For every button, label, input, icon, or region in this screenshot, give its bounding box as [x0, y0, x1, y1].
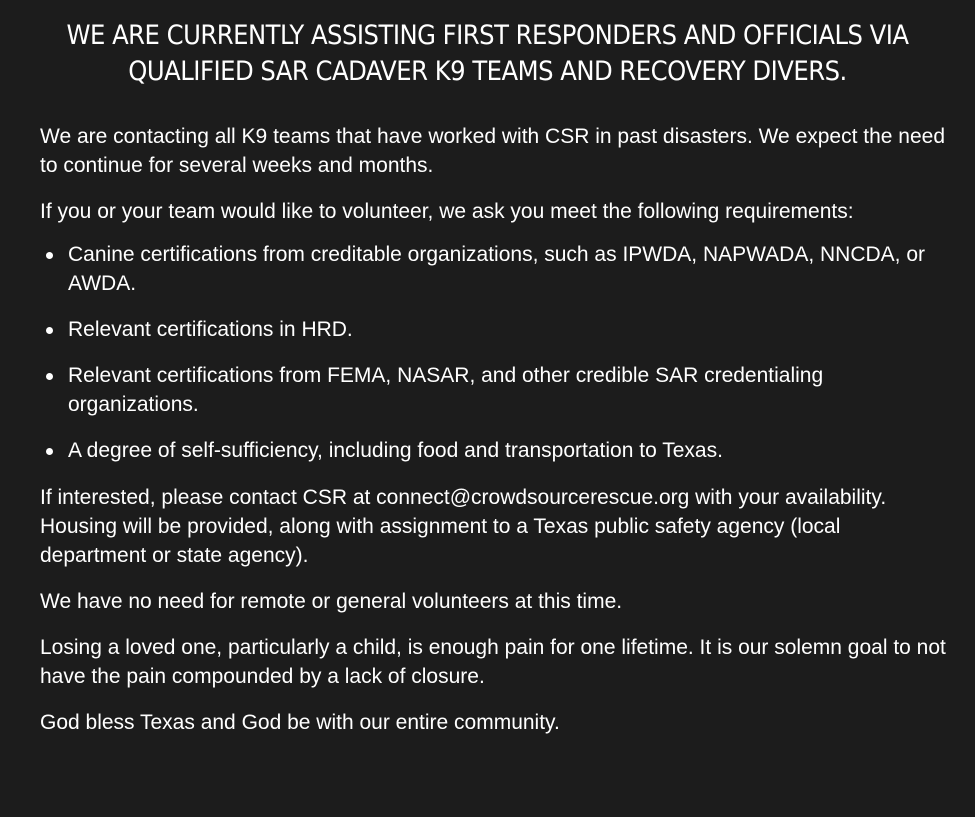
list-item [40, 361, 949, 419]
intro-paragraph: We are contacting all K9 teams that have worked with CSR in past disasters. We expect the need to continue for several weeks and months. [40, 125, 946, 177]
page-heading: WE ARE CURRENTLY ASSISTING FIRST RESPONDERS AND OFFICIALS VIA QUALIFIED SAR CADAVER K9 TEAMS AND RECOVERY DIVERS. [66, 20, 909, 87]
list-item [40, 315, 949, 344]
requirements-intro: If you or your team would like to volunteer, we ask you meet the following requirements: [40, 200, 854, 223]
list-item [40, 436, 949, 465]
blessing-paragraph: God bless Texas and God be with our entire community. [40, 711, 560, 734]
requirement-text: A degree of self-sufficiency, including food and transportation to Texas. [68, 439, 723, 462]
bullet-icon [46, 252, 53, 259]
bullet-icon [46, 327, 53, 334]
list-item [40, 240, 949, 298]
bullet-icon [46, 373, 53, 380]
requirement-text: Relevant certifications in HRD. [68, 318, 353, 341]
requirement-text: Relevant certifications from FEMA, NASAR, and other credible SAR credentialing organizations. [68, 364, 824, 416]
requirement-text: Canine certifications from creditable organizations, such as IPWDA, NAPWADA, NNCDA, or AWDA. [68, 243, 926, 295]
requirements-list [40, 240, 949, 465]
closure-paragraph: Losing a loved one, particularly a child, is enough pain for one lifetime. It is our solemn goal to not have the pain compounded by a lack of closure. [40, 636, 946, 688]
no-remote-volunteers-paragraph: We have no need for remote or general volunteers at this time. [40, 590, 623, 613]
bullet-icon [46, 448, 53, 455]
contact-paragraph: If interested, please contact CSR at connect@crowdsourcerescue.org with your availability. Housing will be provided, along with assignment to a Texas public safety agency (local department or state agency). [40, 486, 887, 567]
